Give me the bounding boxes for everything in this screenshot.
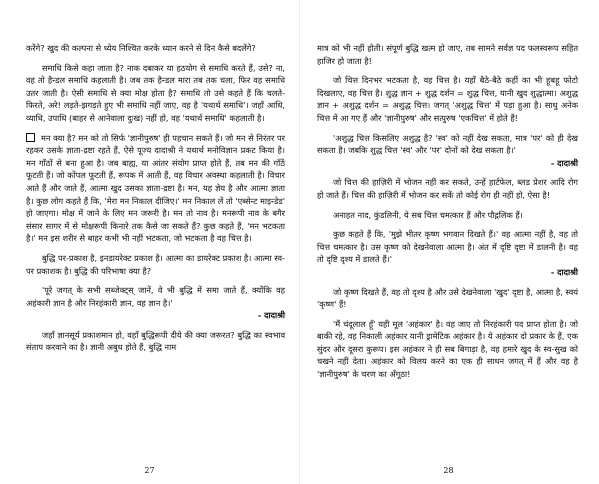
checkbox-bullet-icon [26,133,35,142]
paragraph [26,62,285,125]
paragraph [26,42,285,55]
paragraph-text: अनाहत नाद, कुंडलिनी, ये सब चित्त चमत्कार हैं और पौद्गलिक हैं। [333,209,523,220]
paragraph-text: जहाँ ज्ञानसूर्य प्रकाशमान हो, वहाँ बुद्धिरूपी दीये की क्या जरूरत? बुद्धि का स्वभाव संताप करवाने का है। ज्ञानी अबुध होते हैं, बुद्धि नाम [26,329,285,353]
paragraph-text: 'अशुद्ध चित्त किसलिए अशुद्ध है? 'स्व' को नहीं देख सकता, मात्र 'पर' को ही देख सकता है। जबकि शुद्ध चित्त 'स्व' और 'पर' दोनों को देख सकता है।' [317,132,578,156]
paragraph [317,176,578,201]
quote-attribution: - दादाश्री [257,310,285,321]
paragraph-text: 'पूरे जगत् के सभी सब्जेक्ट्स् जानें, वे भी बुद्धि में समा जाते हैं, क्योंकि वह अहंकारी ज्ञान है और निरहंकारी ज्ञान, वह ज्ञान है।' [26,285,285,308]
right-page-body [317,42,578,381]
right-page [299,0,598,484]
paragraph [317,42,578,67]
left-page-body [26,42,285,354]
paragraph-text: 'मैं चंदूलाल हूँ' यही मूल 'अहंकार' है। वह जाए तो निरहंकारी पद प्राप्त होता है। जो बाकी रहे, वह निकाली अहंकार यानी ड्रामेटिक अहंकार है। ये अहंकार दो प्रकार के हैं, एक सुंदर और दूसरा कुरूप। इस अहंकार ने ही सब बिगाड़ा है, वह हमारे खुद के स्व-सुख को चखने नहीं देता। अहंकार को विलय करने का एक ही साधन जगत् में हैं और वह है 'ज्ञानीपुरुष' के चरण का अँगूठा! [317,318,578,380]
paragraph-text: बुद्धि पर-प्रकाश है, इनडायरेक्ट प्रकाश है। आत्मा का डायरेक्ट प्रकाश है। आत्मा स्व-पर प्रकाशक है। बुद्धि की परिभाषा क्या है? [26,252,285,276]
paragraph-text: जो कृष्ण दिखते हैं, वह तो दृश्य है और उसे देखनेवाला 'खुद' दृष्टा है, आत्मा है, स्वयं 'कृष्ण' हैं! [317,286,578,310]
paragraph-text: जो चित्त दिनभर भटकता है, वह चित्त है। यहाँ बैठे-बैठे कहीं का भी हूबहू फोटो दिखलाए, वह चित्त है। शुद्ध ज्ञान + शुद्ध दर्शन = शुद्ध चित्त, यानी खुद शुद्धात्मा। अशुद्ध ज्ञान + अशुद्ध दर्शन = अशुद्ध चित्त। जगत् 'अशुद्ध चित्त' में पड़ा हुआ है। साधु अनेक चित्त में आ गए हैं और 'ज्ञानीपुरुष' और सत्पुरुष 'एकचित्त' में होते हैं! [317,75,578,123]
paragraph [26,132,285,245]
paragraph [317,74,578,124]
paragraph-text: समाधि किसे कहा जाता है? नाक दबाकर या हठयोग से समाधि करते हैं, उसे? ना, वह तो हैन्डल समाधि कहलाती है। जब तक हैन्डल मारा तब तक चला, फिर वह समाधि उतर जाती है। ऐसी समाधि से क्या मोक्ष होता है? समाधि तो उसे कहते हैं कि चलते-फिरते, अरे! लड़ते-झगड़ते हुए भी समाधि नहीं जाए, वह है 'यथार्थ समाधि'। जहाँ आधि, व्याधि, उपाधि (बाहर से आनेवाला दुःख) नहीं हो, वह 'यथार्थ समाधि' कहलाती है। [26,62,285,123]
quote-attribution: - दादाश्री [550,157,578,168]
paragraph-text: मात्र को भी नहीं होती। संपूर्ण बुद्धि खत्म हो जाए, तब सामने सर्वज्ञ पद फलस्वरूप सहित हाजिर हो जाता है! [317,43,578,66]
paragraph [317,318,578,381]
paragraph [317,209,578,222]
page-number-left: 27 [144,466,155,476]
paragraph-text: कुछ कहते हैं कि, 'मुझे भीतर कृष्ण भगवान दिखते हैं।' वह आत्मा नहीं है, वह तो चित्त चमत्कार है। उस कृष्ण को देखनेवाला आत्मा है। अंत में दृष्टि दृष्टा में डालनी है। वह तो दृष्टि दृश्य में डालते हैं।' [317,229,578,265]
paragraph [317,228,578,278]
paragraph [26,329,285,354]
paragraph [26,284,285,322]
paragraph-text: मन क्या है? मन को तो सिर्फ 'ज्ञानीपुरुष' ही पहचान सकते हैं। जो मन से निरंतर पर रहकर उसके ज्ञाता-द्रष्टा रहते हैं, ऐसे पूज्य दादाश्री ने यथार्थ मनोविज्ञान प्रकट किया है। मन गाँठों से बना हुआ है। जब बाह्य, या आंतर संयोग प्राप्त होते हैं, तब मन की गाँठें फूटती हैं। जो कोंपल फूटती हैं, रूपक में आती हैं, वह विचार अवस्था कहलाती है। विचार आते हैं और जाते हैं, आत्मा खुद उसका ज्ञाता-द्रष्टा है। मन, यह ज्ञेय है और आत्मा ज्ञाता है। कुछ लोग कहते हैं कि, 'मेरा मन निकाल दीजिए।' मन निकाल लें तो 'एब्सेन्ट माइन्डेड' हो जाएगा। मोक्ष में जाने के लिए मन जरूरी है। मन तो नाव है। मनरूपी नाव के बगैर संसार सागर में से मोक्षरूपी किनारे तक कैसे जा सकते हैं? कुछ कहते हैं, 'मन भटकता है।' मन इस शरीर से बाहर कभी भी नहीं भटकता, जो भटकता है वह चित्त है। [26,132,285,244]
paragraph [26,252,285,277]
page-number-right: 28 [443,466,454,476]
paragraph-text: जो चित्त की हाज़िरी में भोजन नहीं कर सकते, उन्हें हार्टफेल, ब्लड प्रेशर आदि रोग हो जाते हैं। चित्त की हाज़िरी में भोजन कर सकें तो कोई रोग ही नहीं हो, ऐसा है! [317,177,578,200]
quote-attribution: - दादाश्री [550,266,578,277]
paragraph-text: करेंगे? खुद की कल्पना से ध्येय निश्चित करके ध्यान करने से दिन कैसे बदलेंगे? [26,43,256,53]
paragraph [317,132,578,170]
paragraph [317,286,578,311]
left-page [0,0,299,484]
